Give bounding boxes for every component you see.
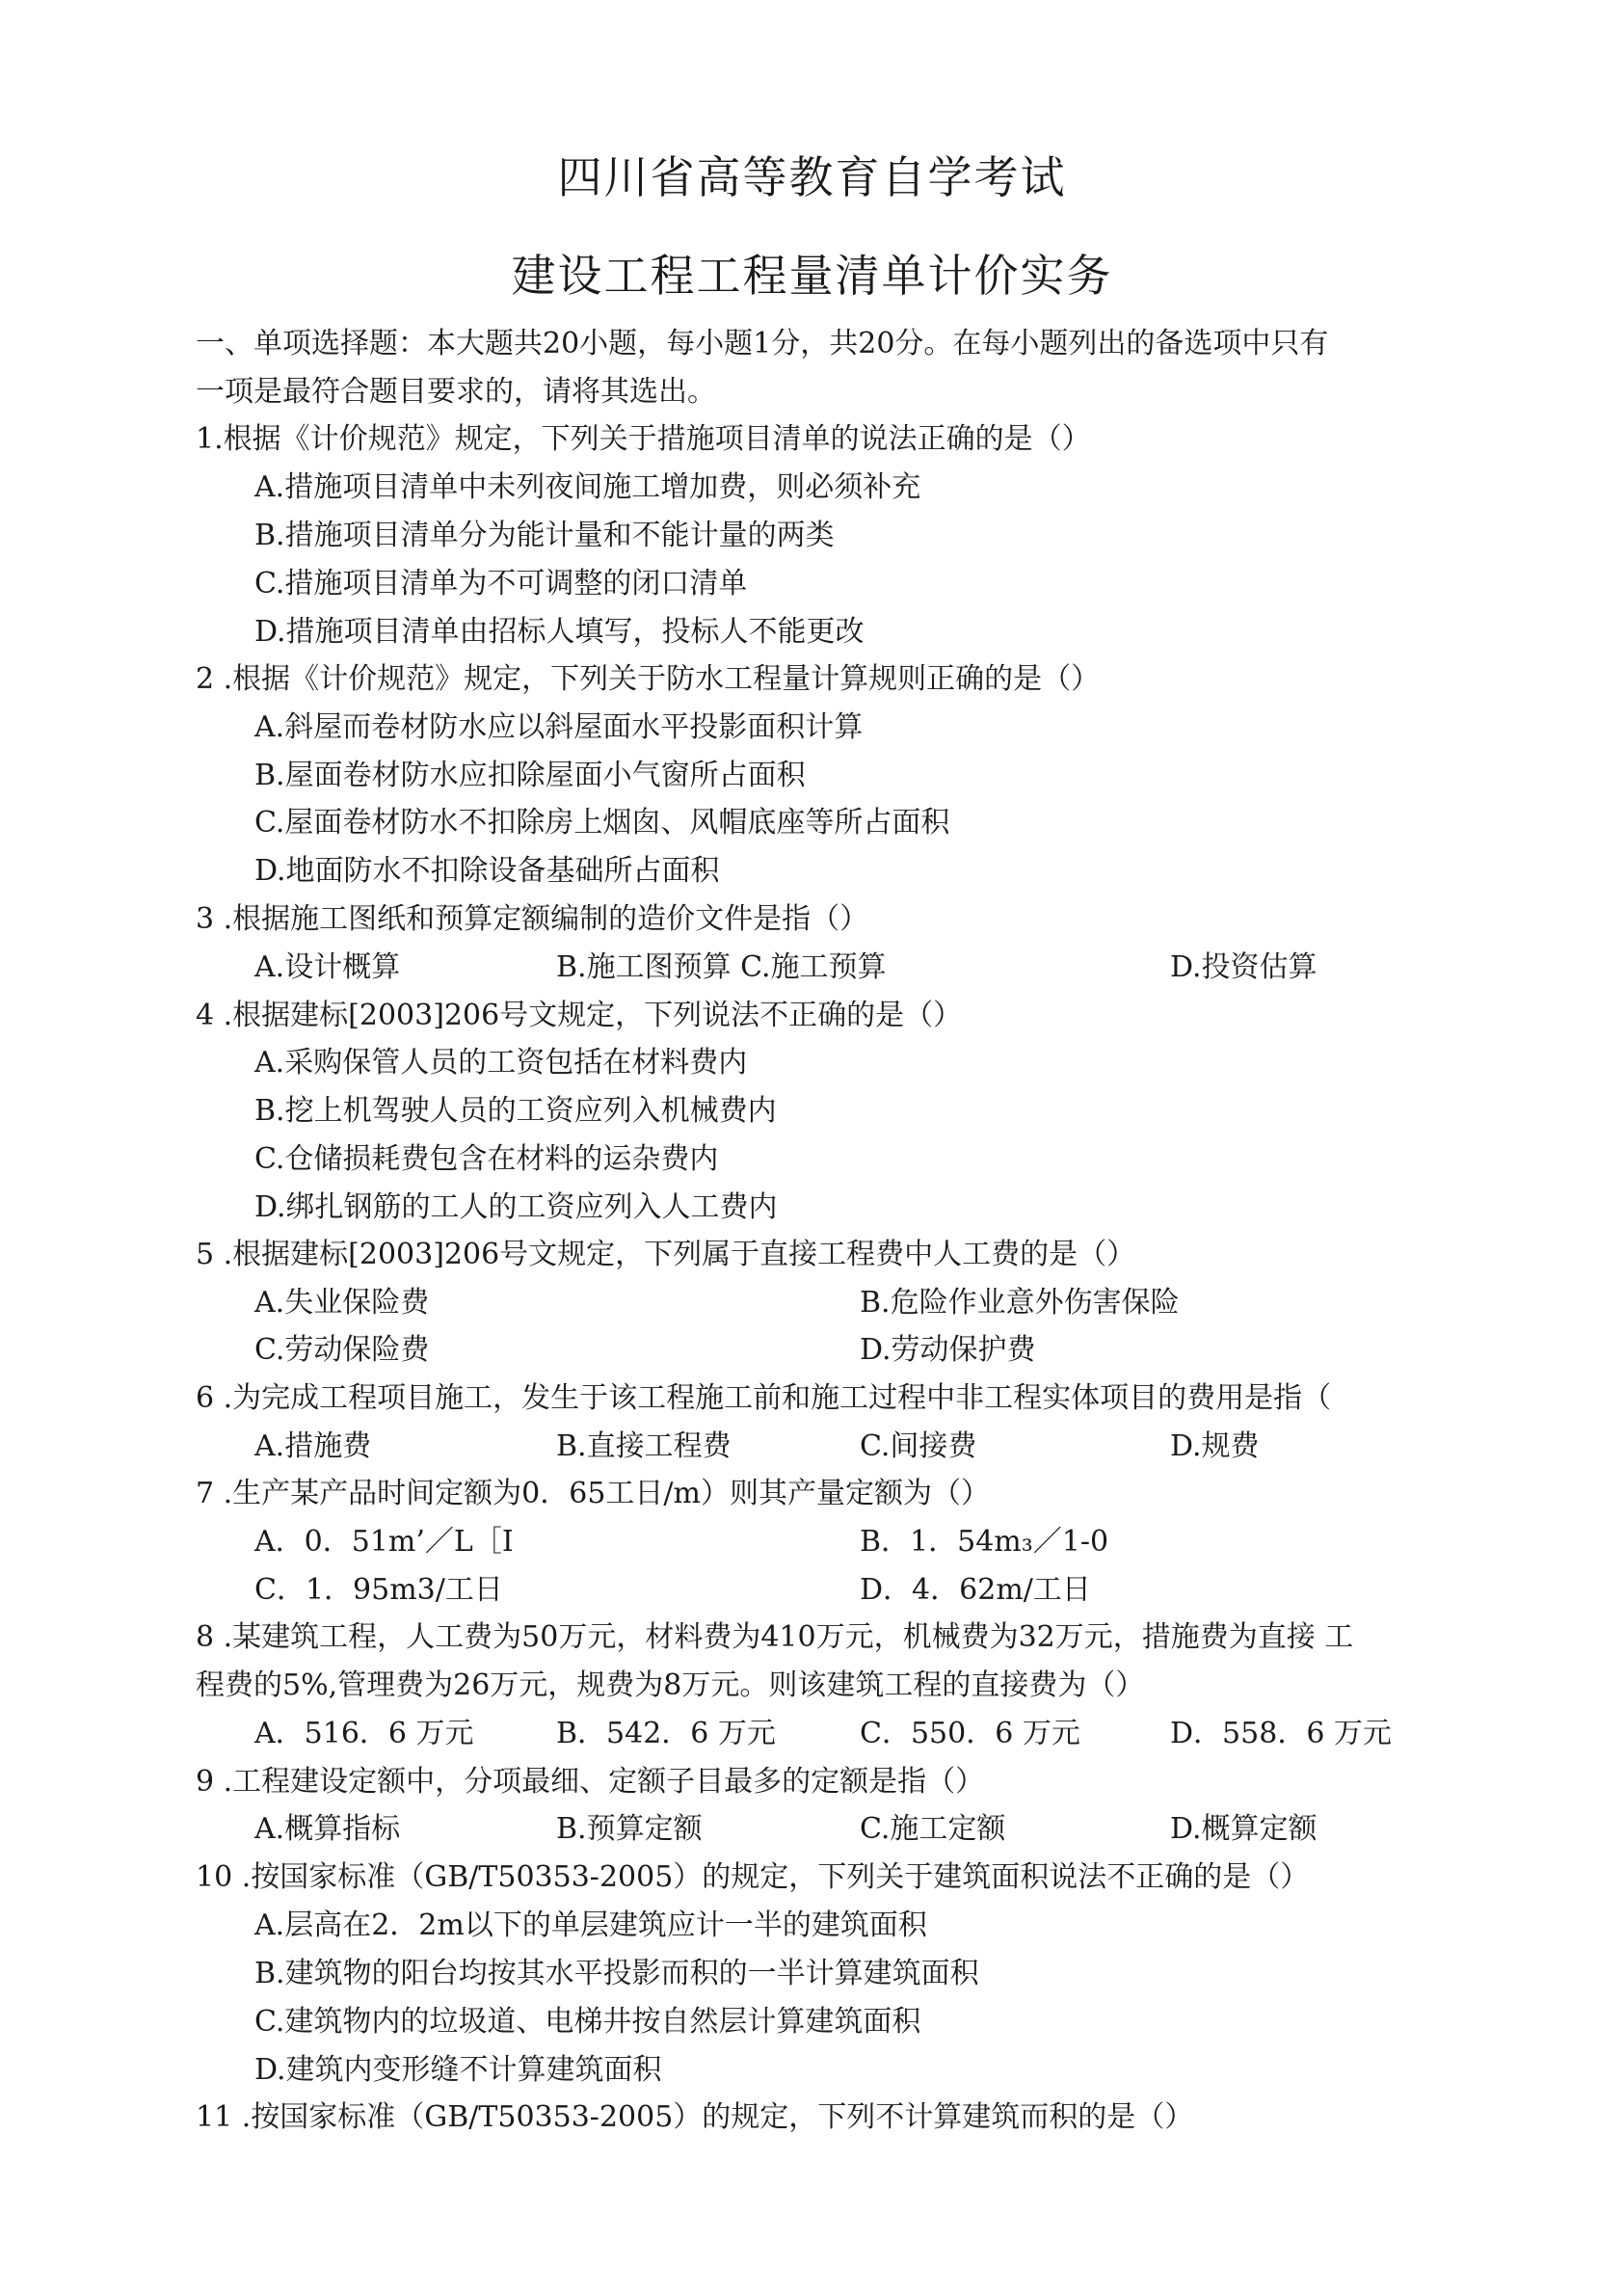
question-8-stem-line-1: 8 .某建筑工程，人工费为50万元，材料费为410万元，机械费为32万元，措施费为直接 工 bbox=[196, 1620, 1354, 1654]
question-6-stem: 6 .为完成工程项目施工，发生于该工程施工前和施工过程中非工程实体项目的费用是指（ bbox=[196, 1381, 1332, 1415]
question-1-option-c: C.措施项目清单为不可调整的闭口清单 bbox=[254, 567, 748, 600]
section-instructions-line-2: 一项是最符合题目要求的，请将其选出。 bbox=[196, 375, 716, 409]
question-10-option-a: A.层高在2．2m以下的单层建筑应计一半的建筑面积 bbox=[254, 1908, 927, 1942]
question-9-stem: 9 .工程建设定额中，分项最细、定额子目最多的定额是指（） bbox=[196, 1765, 985, 1799]
question-5-stem: 5 .根据建标[2003]206号文规定，下列属于直接工程费中人工费的是（） bbox=[196, 1238, 1136, 1271]
question-6-option-a: A.措施费 bbox=[254, 1429, 372, 1463]
question-7-option-d: D．4．62m/工日 bbox=[860, 1573, 1091, 1607]
question-1-stem: 1.根据《计价规范》规定，下列关于措施项目清单的说法正确的是（） bbox=[196, 422, 1091, 456]
question-8-option-b: B．542．6 万元 bbox=[556, 1717, 776, 1750]
question-1-option-b: B.措施项目清单分为能计量和不能计量的两类 bbox=[254, 519, 835, 552]
question-3-option-a: A.设计概算 bbox=[254, 950, 401, 984]
question-7-stem: 7 .生产某产品时间定额为0．65工日/m）则其产量定额为（） bbox=[196, 1477, 990, 1510]
question-9-option-c: C.施工定额 bbox=[860, 1812, 1006, 1846]
question-8-stem-line-2: 程费的5%,管理费为26万元，规费为8万元。则该建筑工程的直接费为（） bbox=[196, 1668, 1145, 1702]
question-10-option-b: B.建筑物的阳台均按其水平投影而积的一半计算建筑面积 bbox=[254, 1957, 979, 1990]
question-5-option-c: C.劳动保险费 bbox=[254, 1333, 430, 1367]
course-title: 建设工程工程量清单计价实务 bbox=[511, 250, 1113, 302]
question-2-stem: 2 .根据《计价规范》规定，下列关于防水工程量计算规则正确的是（） bbox=[196, 662, 1101, 696]
question-1-option-d: D.措施项目清单由招标人填写，投标人不能更改 bbox=[254, 615, 865, 649]
question-2-option-b: B.屋面卷材防水应扣除屋面小气窗所占面积 bbox=[254, 759, 806, 792]
question-4-option-b: B.挖上机驾驶人员的工资应列入机械费内 bbox=[254, 1094, 777, 1128]
question-5-option-b: B.危险作业意外伤害保险 bbox=[860, 1286, 1180, 1320]
question-4-option-a: A.采购保管人员的工资包括在材料费内 bbox=[254, 1046, 748, 1080]
question-9-option-d: D.概算定额 bbox=[1170, 1812, 1318, 1846]
section-instructions-line-1: 一、单项选择题：本大题共20小题，每小题1分，共20分。在每小题列出的备选项中只有 bbox=[196, 327, 1329, 360]
question-6-option-b: B.直接工程费 bbox=[556, 1429, 732, 1463]
question-9-option-a: A.概算指标 bbox=[254, 1812, 401, 1846]
question-6-option-d: D.规费 bbox=[1170, 1429, 1260, 1463]
question-4-stem: 4 .根据建标[2003]206号文规定，下列说法不正确的是（） bbox=[196, 999, 963, 1032]
question-3-stem: 3 .根据施工图纸和预算定额编制的造价文件是指（） bbox=[196, 902, 869, 936]
question-10-option-c: C.建筑物内的垃圾道、电梯井按自然层计算建筑面积 bbox=[254, 2005, 921, 2039]
question-2-option-a: A.斜屋而卷材防水应以斜屋面水平投影面积计算 bbox=[254, 710, 864, 744]
question-3-option-d: D.投资估算 bbox=[1170, 950, 1318, 984]
question-10-stem: 10 .按国家标准（GB/T50353-2005）的规定，下列关于建筑面积说法不正确的是（） bbox=[196, 1860, 1310, 1894]
question-6-option-c: C.间接费 bbox=[860, 1429, 977, 1463]
question-7-option-a: A．0．51m’／L［I bbox=[254, 1525, 514, 1559]
question-1-option-a: A.措施项目清单中未列夜间施工增加费，则必须补充 bbox=[254, 470, 921, 504]
question-2-option-d: D.地面防水不扣除设备基础所占面积 bbox=[254, 854, 720, 888]
question-8-option-c: C．550．6 万元 bbox=[860, 1717, 1080, 1750]
question-2-option-c: C.屋面卷材防水不扣除房上烟囱、风帽底座等所占面积 bbox=[254, 806, 950, 840]
question-3-option-bc: B.施工图预算 C.施工预算 bbox=[556, 950, 887, 984]
question-10-option-d: D.建筑内变形缝不计算建筑面积 bbox=[254, 2053, 662, 2087]
question-5-option-a: A.失业保险费 bbox=[254, 1286, 430, 1320]
question-11-stem: 11 .按国家标准（GB/T50353-2005）的规定，下列不计算建筑而积的是（） bbox=[196, 2100, 1194, 2134]
question-4-option-c: C.仓储损耗费包含在材料的运杂费内 bbox=[254, 1142, 719, 1176]
question-8-option-d: D．558．6 万元 bbox=[1170, 1717, 1392, 1750]
question-8-option-a: A．516．6 万元 bbox=[254, 1717, 474, 1750]
question-7-option-c: C．1．95m3/工日 bbox=[254, 1573, 503, 1607]
question-4-option-d: D.绑扎钢筋的工人的工资应列入人工费内 bbox=[254, 1190, 778, 1224]
question-7-option-b: B．1．54m₃／1-0 bbox=[860, 1525, 1109, 1559]
exam-title: 四川省高等教育自学考试 bbox=[557, 151, 1067, 203]
question-5-option-d: D.劳动保护费 bbox=[860, 1333, 1036, 1367]
question-9-option-b: B.预算定额 bbox=[556, 1812, 703, 1846]
